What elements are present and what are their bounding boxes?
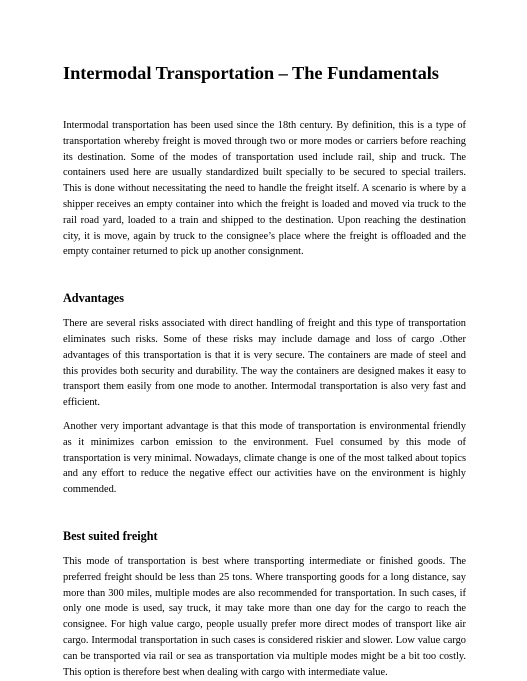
intro-paragraph: Intermodal transportation has been used since the 18th century. By definition, this is a type of transportation whereby freight is moved through two or more modes or carriers before reaching its destination. Some of the modes of transportation used include rail, ship and truck. The containers used here are usually standardized built specially to be secured to special trailers. This is done without necessitating the need to handle the freight itself. A scenario is where by a shipper receives an empty container into which the freight is loaded and moved via truck to the rail road yard, loaded to a train and shipped to the destination. Upon reaching the destination city, it is move, again by truck to the consignee’s place where the freight is offloaded and the empty container returned to pick up another consignment. (63, 120, 466, 258)
advantages-paragraph-1: There are several risks associated with direct handling of freight and this type of transportation eliminates such risks. Some of these risks may include damage and loss of cargo .Other advantages of this transportation is that it is very secure. The containers are made of steel and this provides both security and durability. The way the containers are designed makes it easy to transport them easily from one mode to another. Intermodal transportation is also very fast and efficient. (63, 318, 466, 409)
advantages-paragraph-2: Another very important advantage is that this mode of transportation is environmental friendly as it minimizes carbon emission to the environment. Fuel consumed by this mode of transportation is very minimal. Nowadays, climate change is one of the most talked about topics and any effort to reduce the negative effect our activities have on the environment is highly commended. (63, 420, 466, 496)
section-heading-advantages: Advantages (63, 291, 124, 306)
best-suited-freight-paragraph: This mode of transportation is best where transporting intermediate or finished goods. The preferred freight should be less than 25 tons. Where transporting goods for a long distance, say more than 300 miles, multiple modes are also recommended for transportation. In such cases, if only one mode is used, say truck, it may take more than one day for the cargo to reach the consignee. For high value cargo, people usually prefer more direct modes of transport like air cargo. Intermodal transportation in such cases is considered riskier and slower. Low value cargo can be transported via rail or sea as transportation via multiple modes might be a bit too costly. This option is therefore best when dealing with cargo with intermediate value. (63, 555, 466, 678)
document-title: Intermodal Transportation – The Fundamentals (63, 63, 439, 83)
section-heading-best-suited-freight: Best suited freight (63, 528, 158, 543)
